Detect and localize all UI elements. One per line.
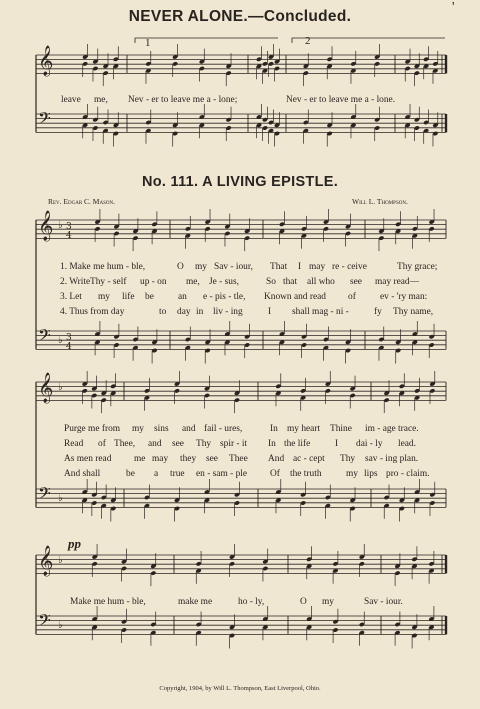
flat-sign: ♭ <box>58 620 63 631</box>
verse-3-syllable: Thee <box>229 454 248 464</box>
lyric-s4: make me <box>178 597 213 607</box>
verse-1-syllable: Purge me from <box>64 424 121 434</box>
verse-3-syllable: As men read <box>64 454 112 464</box>
verse-2-syllable: 2. Write <box>60 277 91 287</box>
verse-3-syllable: And <box>268 454 285 464</box>
verse-4-syllable: en - sam - ple <box>196 469 248 479</box>
verse-4-syllable: the truth <box>290 469 322 479</box>
hymn-author: Rev. Edgar C. Mason. <box>48 197 115 206</box>
flat-sign: ♭ <box>58 555 63 566</box>
volta-2: 2 <box>305 35 311 47</box>
verse-3-syllable: they <box>180 454 197 464</box>
verse-3-syllable: Thy <box>340 454 356 464</box>
lyric-s4: ho - ly, <box>238 597 265 607</box>
verse-4-syllable: be <box>126 469 135 479</box>
verse-3-syllable: e - pis - tle, <box>203 292 246 302</box>
volta-bracket <box>292 38 445 43</box>
verse-3-syllable: ac - cept <box>293 454 325 464</box>
verse-3-syllable: 3. Let <box>60 292 82 302</box>
treble-clef: 𝄞 <box>38 46 54 76</box>
verse-4-syllable: true <box>170 469 185 479</box>
verse-2-syllable: see <box>350 277 362 287</box>
lyric-s1: Nev - er to leave me a - lone; <box>128 95 238 105</box>
flat-sign: ♭ <box>58 220 63 231</box>
verse-4-syllable: lips <box>364 469 378 479</box>
verse-1-syllable: may <box>309 262 326 272</box>
verse-4-syllable: shall mag - ni - <box>292 307 349 317</box>
verse-2-syllable: Thy <box>196 439 212 449</box>
flat-sign: ♭ <box>58 382 63 393</box>
verse-2-syllable: that <box>283 277 298 287</box>
lyric-s1: Nev - er to leave me a - lone. <box>286 95 396 105</box>
verse-2-syllable: me, <box>186 277 200 287</box>
verse-2-syllable: all who <box>307 277 335 287</box>
verse-1-syllable: fail - ures, <box>204 424 243 434</box>
verse-4-syllable: Of <box>270 469 280 479</box>
verse-4-syllable: liv - ing <box>213 307 243 317</box>
verse-3-syllable: ev - 'ry man: <box>380 292 428 302</box>
verse-1-syllable: 1. Make me hum - ble, <box>60 262 146 272</box>
verse-1-syllable: That <box>270 262 288 272</box>
corner-mark: ' <box>452 0 455 15</box>
verse-1-syllable: Thine <box>330 424 352 434</box>
verse-4-syllable: to <box>159 307 167 317</box>
verse-2-syllable: see <box>172 439 184 449</box>
verse-1-syllable: I <box>298 262 302 272</box>
lyric-s4: O <box>300 597 307 607</box>
lyric-s1: me, <box>94 95 108 105</box>
verse-3-syllable: sav - ing plan. <box>365 454 419 464</box>
verse-2-syllable: In <box>268 439 276 449</box>
treble-clef: 𝄞 <box>38 211 54 241</box>
bass-clef: 𝄢 <box>38 325 51 349</box>
verse-2-syllable: lead. <box>398 439 416 449</box>
verse-2-syllable: Je - sus, <box>209 277 239 287</box>
verse-2-syllable: Thee, <box>114 439 136 449</box>
bass-clef: 𝄢 <box>38 483 51 507</box>
verse-4-syllable: pro - claim. <box>386 469 430 479</box>
bass-clef: 𝄢 <box>38 610 51 634</box>
treble-clef: 𝄞 <box>38 546 54 576</box>
volta-1: 1 <box>145 37 151 49</box>
treble-clef: 𝄞 <box>38 373 54 403</box>
verse-1-syllable: Thy grace; <box>397 262 438 272</box>
verse-1-syllable: my heart <box>287 424 321 434</box>
verse-2-syllable: the life <box>284 439 311 449</box>
time-signature: 4 <box>66 342 72 352</box>
verse-3-syllable: Known and read <box>264 292 326 302</box>
verse-3-syllable: be <box>145 292 154 302</box>
verse-2-syllable: up - on <box>140 277 167 287</box>
copyright-notice: Copyright, 1904, by Will L. Thompson, East Liverpool, Ohio. <box>159 685 321 692</box>
verse-4-syllable: in <box>196 307 204 317</box>
verse-3-syllable: my <box>98 292 110 302</box>
verse-1-syllable: In <box>270 424 278 434</box>
verse-2-syllable: and <box>148 439 162 449</box>
lyric-s4: Make me hum - ble, <box>70 597 146 607</box>
verse-2-syllable: spir - it <box>220 439 248 449</box>
verse-2-syllable: So <box>266 277 276 287</box>
verse-2-syllable: Thy - self <box>90 277 127 287</box>
flat-sign: ♭ <box>58 335 63 346</box>
verse-2-syllable: of <box>98 439 106 449</box>
time-signature: 3 <box>66 222 72 232</box>
verse-4-syllable: fy <box>374 307 382 317</box>
lyric-s4: my <box>322 597 334 607</box>
flat-sign: ♭ <box>58 493 63 504</box>
verse-4-syllable: 4. Thus from day <box>60 307 125 317</box>
verse-1-syllable: sins <box>154 424 169 434</box>
hymn-title: No. 111. A LIVING EPISTLE. <box>141 174 339 190</box>
verse-3-syllable: of <box>348 292 356 302</box>
verse-3-syllable: see <box>206 454 218 464</box>
page-header-title: NEVER ALONE.—Concluded. <box>128 8 352 25</box>
verse-1-syllable: and <box>182 424 196 434</box>
verse-4-syllable: I <box>268 307 272 317</box>
verse-1-syllable: re - ceive <box>332 262 367 272</box>
lyric-s4: Sav - iour. <box>364 597 403 607</box>
verse-2-syllable: dai - ly <box>356 439 383 449</box>
verse-4-syllable: day <box>177 307 191 317</box>
verse-1-syllable: my <box>132 424 144 434</box>
verse-2-syllable: may read— <box>375 277 419 287</box>
verse-1-syllable: im - age trace. <box>365 424 419 434</box>
verse-3-syllable: may <box>152 454 169 464</box>
verse-4-syllable: Thy name, <box>393 307 434 317</box>
verse-2-syllable: I <box>335 439 339 449</box>
hymn-composer: Will L. Thompson. <box>352 197 408 206</box>
verse-1-syllable: O <box>177 262 184 272</box>
bass-clef: 𝄢 <box>38 108 51 132</box>
verse-1-syllable: my <box>195 262 207 272</box>
time-signature: 4 <box>66 231 72 241</box>
verse-4-syllable: my <box>346 469 358 479</box>
verse-2-syllable: Read <box>64 439 84 449</box>
verse-4-syllable: a <box>154 469 159 479</box>
verse-3-syllable: me <box>134 454 146 464</box>
volta-bracket <box>135 38 278 43</box>
verse-4-syllable: And shall <box>64 469 101 479</box>
verse-3-syllable: life <box>122 292 135 302</box>
verse-3-syllable: an <box>178 292 187 302</box>
lyric-s1: leave <box>61 95 81 105</box>
time-signature: 3 <box>66 333 72 343</box>
verse-1-syllable: Sav - iour, <box>214 262 253 272</box>
dynamic-marking: pp <box>68 536 81 551</box>
